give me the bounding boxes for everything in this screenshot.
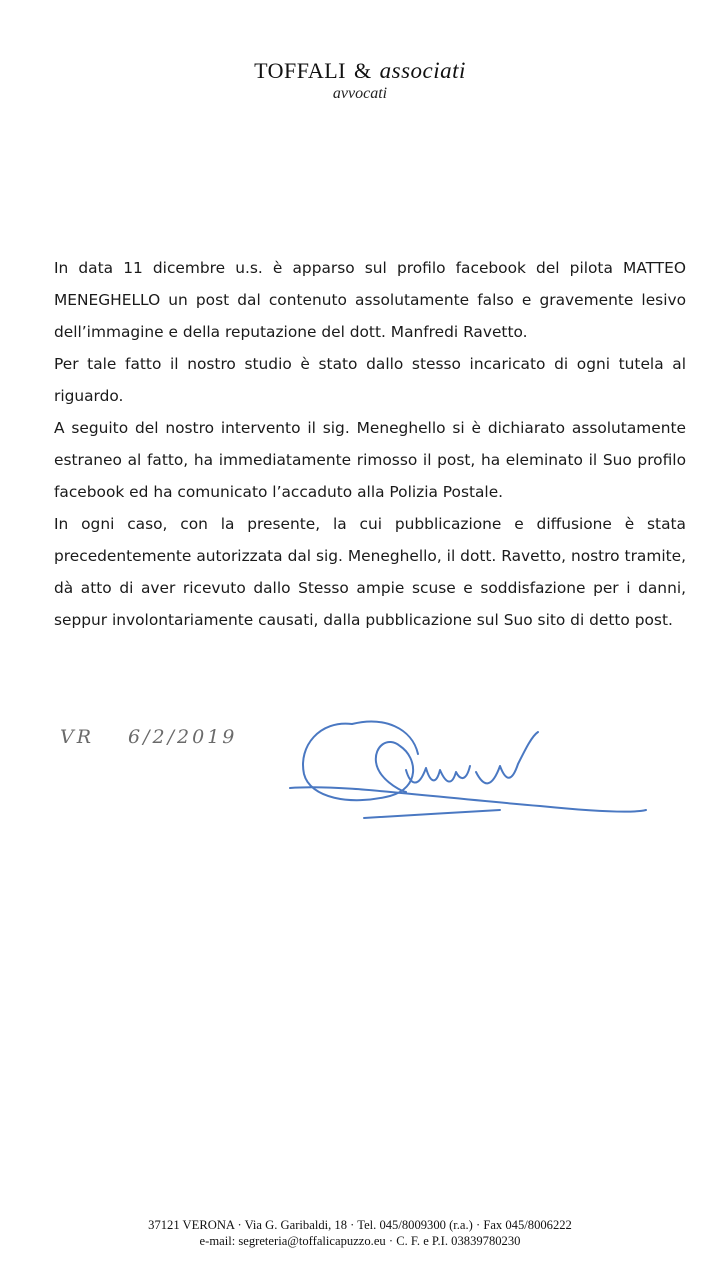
firm-name bbox=[0, 58, 720, 84]
paragraph-3: A seguito del nostro intervento il sig. Meneghello si è dichiarato assolutamente estraneo al fatto, ha immediatamente rimosso il post, ha eleminato il Suo profilo facebook ed ha comunicato l’accaduto alla Polizia Postale. bbox=[54, 419, 686, 501]
paragraph-4: In ogni caso, con la presente, la cui pubblicazione e diffusione è stata precedentemente autorizzata dal sig. Meneghello, il dott. Ravetto, nostro tramite, dà atto di aver ricevuto dallo Stesso ampie scuse e soddisfazione per i danni, seppur involontariamente causati, dalla pubblicazione sul Suo sito di detto post. bbox=[54, 515, 686, 629]
firm-name-main: TOFFALI bbox=[254, 58, 346, 83]
footer-contacts: e-mail: segreteria@toffalicapuzzo.eu · C. F. e P.I. 03839780230 bbox=[199, 1234, 521, 1248]
handwritten-date bbox=[60, 726, 237, 748]
signature-image bbox=[280, 706, 660, 836]
firm-name-associati: associati bbox=[379, 58, 466, 83]
letterhead bbox=[0, 58, 720, 103]
paragraph-1: In data 11 dicembre u.s. è apparso sul profilo facebook del pilota MATTEO MENEGHELLO un post dal contenuto assolutamente falso e gravemente lesivo dell’immagine e della reputazione del dott. Manfredi Ravetto. bbox=[54, 259, 686, 341]
footer-address: 37121 VERONA · Via G. Garibaldi, 18 · Tel. 045/8009300 (r.a.) · Fax 045/8006222 bbox=[148, 1218, 572, 1232]
firm-subtitle: avvocati bbox=[332, 85, 388, 102]
letter-body bbox=[54, 252, 686, 636]
firm-name-ampersand: & bbox=[354, 58, 372, 83]
paragraph-2: Per tale fatto il nostro studio è stato dallo stesso incaricato di ogni tutela al riguardo. bbox=[54, 355, 686, 405]
date-value: 6/2/2019 bbox=[128, 726, 238, 748]
date-place: VR bbox=[60, 726, 95, 748]
footer bbox=[0, 1217, 720, 1249]
